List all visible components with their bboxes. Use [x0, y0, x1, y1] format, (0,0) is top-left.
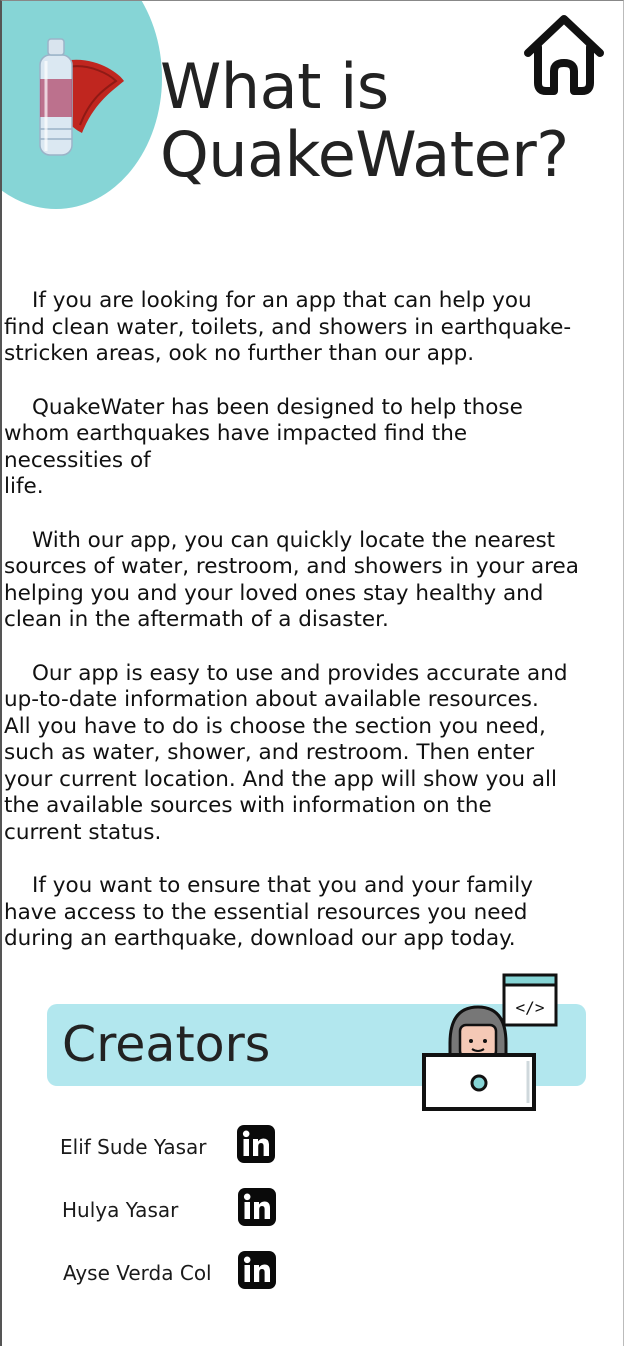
intro-paragraph: With our app, you can quickly locate the nearest sources of water, restroom, and showers in your area helping you and your loved ones stay healthy and clean in the aftermath of a disaster. — [4, 527, 579, 632]
developer-at-laptop-icon — [418, 971, 564, 1115]
creator-name: Hulya Yasar — [62, 1198, 179, 1222]
creator-row — [2, 1125, 624, 1169]
intro-paragraph: QuakeWater has been designed to help those whom earthquakes have impacted find the necessities of life. — [4, 394, 523, 499]
creator-name: Ayse Verda Col — [63, 1261, 212, 1285]
bottle-with-cape-icon — [24, 33, 134, 163]
creator-row — [2, 1188, 624, 1232]
intro-paragraph: If you want to ensure that you and your family have access to the essential resources you need during an earthquake, download our app today. — [4, 873, 533, 951]
intro-text — [4, 288, 624, 980]
linkedin-icon[interactable] — [238, 1188, 276, 1226]
linkedin-icon[interactable] — [237, 1125, 275, 1163]
page-title: What is QuakeWater? — [160, 50, 569, 191]
svg-text:</>: </> — [515, 998, 545, 1017]
creators-title: Creators — [62, 1016, 271, 1073]
intro-paragraph: Our app is easy to use and provides accurate and up-to-date information about available resources. All you have to do is choose the section you need, such as water, shower, and restroom. Then enter your current location. And the app will show you all the available sources with information on the current status. — [4, 660, 568, 845]
creator-row — [2, 1251, 624, 1295]
intro-paragraph: If you are looking for an app that can help you find clean water, toilets, and showers in earthquake- stricken areas, ook no further than our app. — [4, 288, 572, 366]
home-icon[interactable] — [520, 11, 608, 99]
creator-name: Elif Sude Yasar — [60, 1135, 207, 1159]
linkedin-icon[interactable] — [238, 1251, 276, 1289]
